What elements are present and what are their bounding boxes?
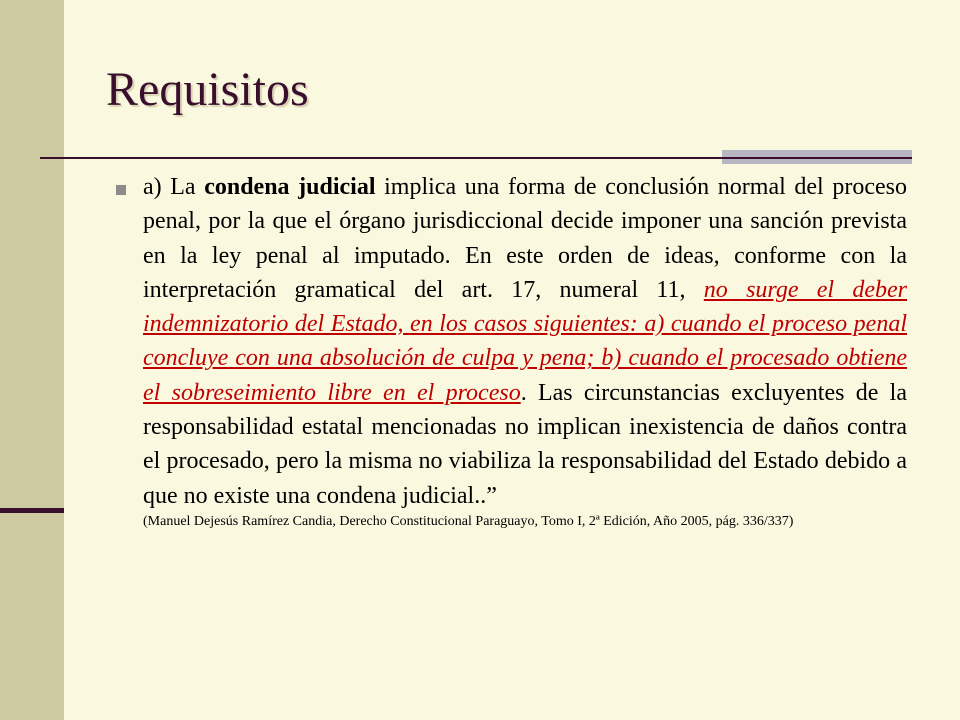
title-rule: [40, 157, 912, 159]
bold-term: condena judicial: [204, 174, 376, 200]
side-bar: [0, 0, 64, 720]
side-bar-tick: [0, 508, 64, 513]
paragraph-middle: implica una forma de conclusión normal del proceso penal, por la que el órgano jurisdiccional decide imponer una sanción prevista en la ley penal al imputado. En este orden de ideas, conforme con la interpretación gramatical del art. 17, numeral 11,: [143, 174, 907, 303]
body-paragraph: [143, 170, 907, 531]
bullet-square-icon: [116, 185, 126, 195]
slide-title: Requisitos: [106, 63, 309, 116]
title-rule-accent-lower: [722, 159, 912, 164]
paragraph-ending: . Las circunstancias excluyentes de la responsabilidad estatal mencionadas no implican inexistencia de daños contra el procesado, pero la misma no viabiliza la responsabilidad del Estado debido a que no existe una condena judicial..”: [143, 379, 907, 509]
title-rule-accent: [722, 150, 912, 157]
highlighted-text: no surge el deber indemnizatorio del Estado, en los casos siguientes: a) cuando el proceso penal concluye con una absolución de culpa y pena; b) cuando el procesado obtiene el sobreseimiento libre en el proceso: [143, 276, 908, 406]
citation: (Manuel Dejesús Ramírez Candia, Derecho Constitucional Paraguayo, Tomo I, 2ª Edición, Año 2005, pág. 336/337): [143, 513, 794, 529]
paragraph-intro: a) La: [143, 174, 205, 200]
